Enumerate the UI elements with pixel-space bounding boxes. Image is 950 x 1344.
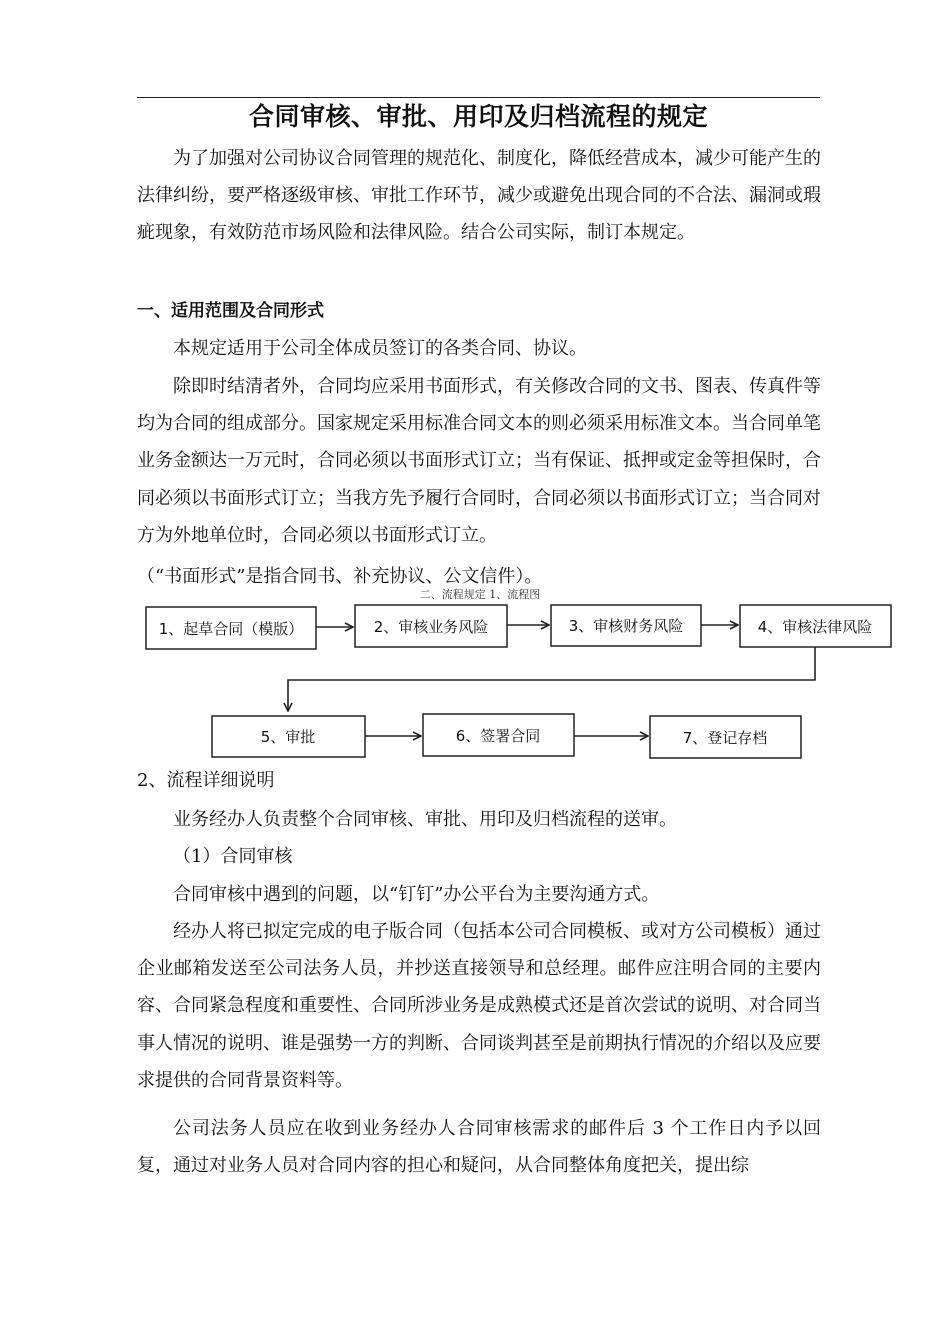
flow-step-6 <box>423 714 574 756</box>
communication-paragraph: 合同审核中遇到的问题，以“钉钉”办公平台为主要沟通方式。 <box>173 884 660 905</box>
flow-step-4-label: 4、审核法律风险 <box>757 618 873 636</box>
flow-step-1-label: 1、起草合同（模版） <box>158 620 304 638</box>
flow-step-2-label: 2、审核业务风险 <box>373 618 489 636</box>
flow-step-4 <box>740 605 891 647</box>
flow-step-6-label: 6、签署合同 <box>455 727 541 745</box>
flow-step-7-label: 7、登记存档 <box>682 729 768 747</box>
flow-arrow-4-5 <box>288 647 815 710</box>
document-title: 合同审核、审批、用印及归档流程的规定 <box>248 102 708 131</box>
flow-step-7 <box>650 716 801 758</box>
flow-step-1 <box>146 607 316 649</box>
intro-paragraph: 为了加强对公司协议合同管理的规范化、制度化，降低经营成本，减少可能产生的法律纠纷，要严格逐级审核、审批工作环节，减少或避免出现合同的不合法、漏洞或瑕疵现象，有效防范市场风险和法律风险。结合公司实际，制订本规定。 <box>137 148 821 244</box>
flow-step-2 <box>355 605 507 647</box>
flow-step-5 <box>212 716 365 757</box>
flowchart-caption: 二、流程规定 1、流程图 <box>419 588 541 601</box>
form-paragraph: 除即时结清者外，合同均应采用书面形式，有关修改合同的文书、图表、传真件等均为合同的组成部分。国家规定采用标准合同文本的则必须采用标准文本。当合同单笔业务金额达一万元时，合同必须以书面形式订立；当有保证、抵押或定金等担保时，合同必须以书面形式订立；当我方先予履行合同时，合同必须以书面形式订立；当合同对方为外地单位时，合同必须以书面形式订立。 <box>137 376 821 546</box>
subsection-contract-review: （1）合同审核 <box>173 846 293 867</box>
flow-step-3 <box>551 605 701 646</box>
legal-reply-paragraph: 公司法务人员应在收到业务经办人合同审核需求的邮件后 3 个工作日内予以回复，通过对业务人员对合同内容的担心和疑问，从合同整体角度把关，提出综 <box>137 1118 821 1177</box>
form-note: （“书面形式”是指合同书、补充协议、公文信件）。 <box>137 566 543 587</box>
responsibility-paragraph: 业务经办人负责整个合同审核、审批、用印及归档流程的送审。 <box>173 809 677 830</box>
section2-heading: 2、流程详细说明 <box>137 770 275 791</box>
flow-step-5-label: 5、审批 <box>260 728 316 746</box>
section1-heading: 一、适用范围及合同形式 <box>137 301 324 321</box>
scope-paragraph: 本规定适用于公司全体成员签订的各类合同、协议。 <box>173 338 587 359</box>
submission-paragraph: 经办人将已拟定完成的电子版合同（包括本公司合同模板、或对方公司模板）通过企业邮箱发送至公司法务人员，并抄送直接领导和总经理。邮件应注明合同的主要内容、合同紧急程度和重要性、合同所涉业务是成熟模式还是首次尝试的说明、对合同当事人情况的说明、谁是强势一方的判断、合同谈判甚至是前期执行情况的介绍以及应要求提供的合同背景资料等。 <box>137 921 821 1091</box>
flow-step-3-label: 3、审核财务风险 <box>568 617 684 635</box>
